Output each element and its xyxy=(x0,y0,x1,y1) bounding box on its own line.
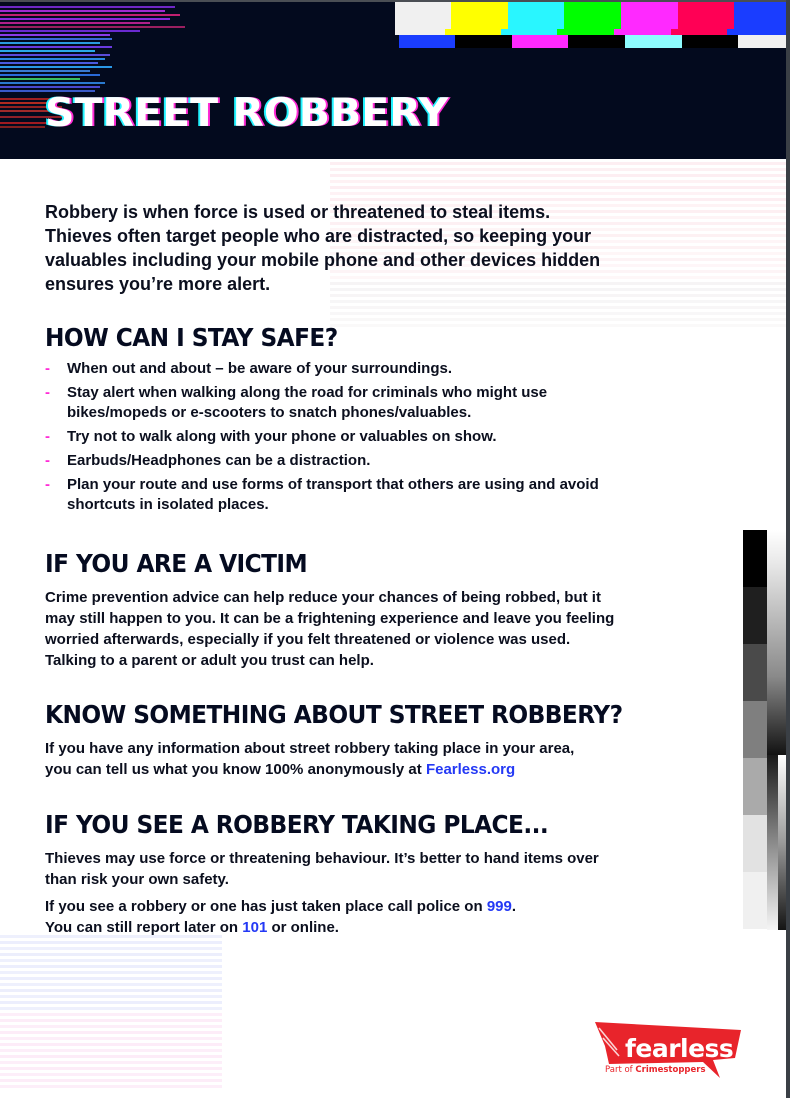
stripe-decoration-bottom xyxy=(0,935,222,1091)
header-banner xyxy=(0,2,790,159)
see-robbery-heading: IF YOU SEE A ROBBERY TAKING PLACE... xyxy=(45,810,549,839)
logo-tagline: Part of Crimestoppers xyxy=(605,1065,706,1075)
police-number-999[interactable]: 999 xyxy=(486,898,512,915)
call-police-text: If you see a robbery or one has just taken place call police on 999. You can still report later on 101 or online. xyxy=(45,898,517,936)
list-item: - Stay alert when walking along the road for criminals who might use bikes/mopeds or e-scooters to snatch phones/valuables. xyxy=(45,384,548,421)
grayscale-strip xyxy=(743,530,767,929)
color-bars-top xyxy=(395,2,790,29)
color-test-bars xyxy=(395,2,790,49)
top-border xyxy=(0,0,790,2)
victim-section xyxy=(45,549,625,671)
bullet-dash-icon: - xyxy=(45,452,50,469)
fearless-logo[interactable] xyxy=(595,1020,745,1082)
stay-safe-section xyxy=(45,323,615,519)
list-item: - Try not to walk along with your phone or valuables on show. xyxy=(45,428,497,445)
know-something-section xyxy=(45,700,623,780)
stay-safe-heading: HOW CAN I STAY SAFE? xyxy=(45,323,338,352)
see-robbery-section xyxy=(45,810,605,938)
bullet-dash-icon: - xyxy=(45,428,50,445)
bullet-dash-icon: - xyxy=(45,476,50,493)
list-item: - Plan your route and use forms of transport that others are using and avoid shortcuts in isolated places. xyxy=(45,476,599,513)
list-item: - Earbuds/Headphones can be a distraction. xyxy=(45,452,371,469)
victim-text: Crime prevention advice can help reduce your chances of being robbed, but it may still happen to you. It can be a frightening experience and leave you feeling worried afterwards, especially if you felt threatened or violence was used. Talking to a parent or adult you trust can help. xyxy=(45,589,615,669)
know-something-text: If you have any information about street robbery taking place in your area, you can tell us what you know 100% anonymously at Fearless.org xyxy=(45,740,575,778)
intro-section xyxy=(45,200,625,296)
know-something-heading: KNOW SOMETHING ABOUT STREET ROBBERY? xyxy=(45,700,623,729)
bullet-dash-icon: - xyxy=(45,360,50,377)
see-robbery-text: Thieves may use force or threatening behaviour. It’s better to hand items over than risk your own safety. xyxy=(45,850,599,888)
list-item: - When out and about – be aware of your surroundings. xyxy=(45,360,453,377)
bullet-dash-icon: - xyxy=(45,384,50,401)
color-bars-bottom xyxy=(399,35,790,48)
intro-text: Robbery is when force is used or threatened to steal items. Thieves often target people who are distracted, so keeping your valuables including your mobile phone and other devices hidden ensures you’re more alert. xyxy=(45,202,601,294)
logo-wordmark: fearless xyxy=(625,1034,734,1063)
page-title: STREET ROBBERY xyxy=(45,90,449,136)
stay-safe-list xyxy=(45,359,615,515)
police-number-101[interactable]: 101 xyxy=(242,919,268,936)
fearless-link[interactable]: Fearless.org xyxy=(425,761,516,778)
gradient-strip xyxy=(767,755,778,930)
victim-heading: IF YOU ARE A VICTIM xyxy=(45,549,308,578)
right-edge xyxy=(786,0,790,1098)
